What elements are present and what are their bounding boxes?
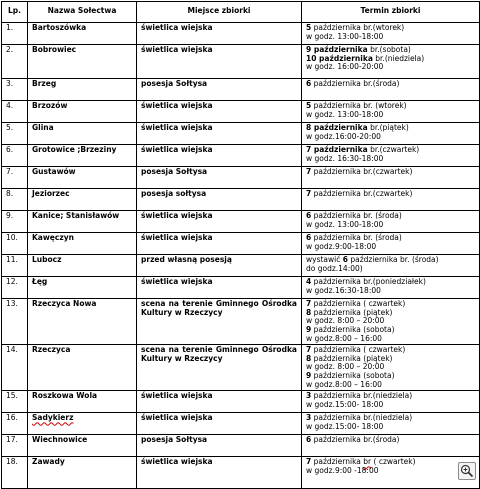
date-segment: br.(niedziela) <box>372 53 425 63</box>
row-number: 10. <box>2 233 28 255</box>
collection-place: posesja Sołtysa <box>137 435 302 457</box>
row-number: 16. <box>2 413 28 435</box>
date-segment: w godz.16:30-18:00 <box>306 285 381 295</box>
date-segment: 10 października <box>306 53 373 63</box>
date-segment: 4 <box>306 277 312 286</box>
collection-date <box>302 23 480 45</box>
date-segment: października <box>311 457 364 467</box>
collection-place: świetlica wiejska <box>137 211 302 233</box>
date-segment: w godz. 13:00-18:00 <box>306 219 384 229</box>
collection-date <box>302 101 480 123</box>
date-segment: 6 <box>342 255 348 264</box>
date-segment: października br. (środa) <box>311 211 402 220</box>
village-name: Rzeczyca <box>28 345 137 391</box>
row-number: 2. <box>2 45 28 79</box>
date-segment: 9 <box>306 324 312 334</box>
date-segment: 5 <box>306 23 312 32</box>
collection-date <box>302 457 480 489</box>
collection-place: posesja sołtysa <box>137 189 302 211</box>
date-segment: 7 <box>306 457 312 467</box>
date-segment: 9 <box>306 371 312 380</box>
date-line <box>306 190 475 199</box>
date-line <box>306 155 475 164</box>
table-row <box>2 255 480 277</box>
date-line <box>306 80 475 89</box>
table-row <box>2 413 480 435</box>
collection-date <box>302 233 480 255</box>
table-row <box>2 45 480 79</box>
village-name: Kawęczyn <box>28 233 137 255</box>
collection-place: świetlica wiejska <box>137 145 302 167</box>
table-row <box>2 79 480 101</box>
date-segment: października br. (wtorek) <box>311 101 407 110</box>
date-segment: br <box>363 457 372 467</box>
date-line <box>306 335 475 344</box>
date-segment: w godz. 13:00-18:00 <box>306 109 384 119</box>
village-name: Rzeczyca Nowa <box>28 299 137 345</box>
table-row <box>2 145 480 167</box>
row-number: 13. <box>2 299 28 345</box>
village-name: Roszkowa Wola <box>28 391 137 413</box>
date-line <box>306 133 475 142</box>
village-name: Glina <box>28 123 137 145</box>
date-segment: października br.(niedziela) <box>311 413 413 423</box>
date-line <box>306 168 475 177</box>
row-number: 4. <box>2 101 28 123</box>
collection-date <box>302 123 480 145</box>
date-segment: października br.(wtorek) <box>311 23 405 32</box>
village-name: Grotowice ;Brzeziny <box>28 145 137 167</box>
date-segment: października br. (środa) <box>311 233 402 242</box>
date-segment: października br.(poniedziałek) <box>311 277 426 286</box>
header-lp: Lp. <box>2 2 28 23</box>
date-segment: w godz.15:00- 18:00 <box>306 399 384 409</box>
row-number: 12. <box>2 277 28 299</box>
date-segment: października (sobota) <box>311 371 395 380</box>
date-segment: października br.(czwartek) <box>311 167 413 176</box>
row-number: 14. <box>2 345 28 391</box>
date-segment: 6 <box>306 435 312 445</box>
collection-date <box>302 345 480 391</box>
collection-place: świetlica wiejska <box>137 391 302 413</box>
village-name: Łęg <box>28 277 137 299</box>
date-segment: 8 października <box>306 123 368 132</box>
village-name: Gustawów <box>28 167 137 189</box>
collection-date <box>302 391 480 413</box>
date-segment: 9 października <box>306 45 368 54</box>
date-segment: 3 <box>306 391 312 401</box>
row-number: 3. <box>2 79 28 101</box>
row-number: 7. <box>2 167 28 189</box>
table-row <box>2 277 480 299</box>
date-segment: października ( czwartek) <box>311 345 406 355</box>
date-line <box>306 265 475 274</box>
date-line <box>306 436 475 445</box>
row-number: 17. <box>2 435 28 457</box>
date-line <box>306 221 475 230</box>
row-number: 6. <box>2 145 28 167</box>
table-header-row <box>2 2 480 23</box>
village-name <box>28 413 137 435</box>
table-row <box>2 299 480 345</box>
table-row <box>2 435 480 457</box>
date-line <box>306 243 475 252</box>
collection-date <box>302 189 480 211</box>
village-name-text: Sadykierz <box>32 413 74 423</box>
village-name: Bobrowiec <box>28 45 137 79</box>
date-segment: października br.(niedziela) <box>311 391 413 401</box>
row-number: 9. <box>2 211 28 233</box>
date-line <box>306 63 475 72</box>
date-line <box>306 401 475 410</box>
date-segment: 8 <box>306 353 312 363</box>
date-segment: października (piątek) <box>311 307 393 317</box>
date-segment: w godz.8:00 – 16:00 <box>306 379 382 389</box>
date-segment: w godz. 16:30-18:00 <box>306 153 384 163</box>
date-segment: br.(sobota) <box>367 45 411 54</box>
table-row <box>2 123 480 145</box>
village-name: Bartoszówka <box>28 23 137 45</box>
date-segment: października br.(czwartek) <box>311 189 413 198</box>
collection-schedule-table <box>1 1 480 489</box>
date-segment: do godz.14:00) <box>306 263 363 273</box>
collection-place: scena na terenie Gminnego Ośrodka Kultury w Rzeczycy <box>137 345 302 391</box>
date-line <box>306 467 475 476</box>
date-segment: br.(piątek) <box>367 123 409 132</box>
row-number: 1. <box>2 23 28 45</box>
village-name: Brzeg <box>28 79 137 101</box>
village-name: Kanice; Stanisławów <box>28 211 137 233</box>
table-row <box>2 345 480 391</box>
date-segment: 7 <box>306 189 312 198</box>
collection-place: scena na terenie Gminnego Ośrodka Kultury w Rzeczycy <box>137 299 302 345</box>
date-segment: w godz.8:00 – 16:00 <box>306 333 382 343</box>
collection-place: świetlica wiejska <box>137 23 302 45</box>
header-collection-place: Miejsce zbiorki <box>137 2 302 23</box>
collection-date <box>302 211 480 233</box>
date-segment: 6 <box>306 79 312 88</box>
collection-place: świetlica wiejska <box>137 233 302 255</box>
collection-place: świetlica wiejska <box>137 413 302 435</box>
date-segment: w godz.9:00-18:00 <box>306 241 377 251</box>
date-segment: października br.(środa) <box>311 435 400 445</box>
collection-date <box>302 413 480 435</box>
collection-date <box>302 255 480 277</box>
village-name: Jeziorzec <box>28 189 137 211</box>
date-segment: w godz. 16:00-20:00 <box>306 62 384 72</box>
date-segment: w godz.15:00- 18:00 <box>306 421 384 431</box>
date-segment: 6 <box>306 211 312 220</box>
table-row <box>2 101 480 123</box>
collection-date <box>302 79 480 101</box>
header-collection-date: Termin zbiorki <box>302 2 480 23</box>
date-segment: października br.(środa) <box>311 79 400 88</box>
date-segment: w godz. 8:00 – 20:00 <box>306 362 385 372</box>
date-segment: w godz.16:00-20:00 <box>306 131 381 141</box>
date-segment: października (sobota) <box>311 324 395 334</box>
date-segment: 7 października <box>306 145 368 154</box>
row-number: 15. <box>2 391 28 413</box>
date-segment: października ( czwartek) <box>311 299 406 308</box>
table-row <box>2 167 480 189</box>
date-line <box>306 381 475 390</box>
date-segment: 3 <box>306 413 312 423</box>
collection-place: posesja Sołtysa <box>137 167 302 189</box>
date-segment: wystawić <box>306 255 343 264</box>
date-segment: 7 <box>306 167 312 176</box>
table-row <box>2 23 480 45</box>
table-row <box>2 391 480 413</box>
row-number: 11. <box>2 255 28 277</box>
row-number: 18. <box>2 457 28 489</box>
date-segment: ( czwartek) <box>371 457 416 467</box>
village-name: Brzozów <box>28 101 137 123</box>
collection-place: świetlica wiejska <box>137 45 302 79</box>
collection-place: przed własną posesją <box>137 255 302 277</box>
date-segment: br.(czwartek) <box>367 145 420 154</box>
collection-date <box>302 145 480 167</box>
village-name: Lubocz <box>28 255 137 277</box>
table-row <box>2 233 480 255</box>
date-segment: października (piątek) <box>311 353 393 363</box>
row-number: 8. <box>2 189 28 211</box>
row-number: 5. <box>2 123 28 145</box>
date-segment: 6 <box>306 233 312 242</box>
table-row <box>2 189 480 211</box>
zoom-in-icon[interactable] <box>458 462 476 480</box>
table-row <box>2 211 480 233</box>
collection-date <box>302 299 480 345</box>
header-village-name: Nazwa Sołectwa <box>28 2 137 23</box>
collection-date <box>302 435 480 457</box>
collection-date <box>302 277 480 299</box>
collection-place: świetlica wiejska <box>137 457 302 489</box>
collection-place: świetlica wiejska <box>137 101 302 123</box>
date-segment: października br. (środa) <box>347 255 439 264</box>
table-row <box>2 457 480 489</box>
collection-place: świetlica wiejska <box>137 277 302 299</box>
village-name: Wiechnowice <box>28 435 137 457</box>
collection-place: świetlica wiejska <box>137 123 302 145</box>
collection-date <box>302 45 480 79</box>
village-name: Zawady <box>28 457 137 489</box>
date-segment: w godz. 8:00 – 20:00 <box>306 316 385 326</box>
date-segment: 8 <box>306 307 312 317</box>
date-line <box>306 111 475 120</box>
date-segment: 7 <box>306 299 312 308</box>
collection-date <box>302 167 480 189</box>
date-line <box>306 287 475 296</box>
date-segment: w godz. 13:00-18:00 <box>306 31 384 41</box>
date-segment: 7 <box>306 345 312 355</box>
collection-place: posesja Sołtysa <box>137 79 302 101</box>
date-line <box>306 33 475 42</box>
date-segment: 5 <box>306 101 312 110</box>
date-line <box>306 423 475 432</box>
date-segment: w godz.9:00 -18:00 <box>306 465 379 475</box>
